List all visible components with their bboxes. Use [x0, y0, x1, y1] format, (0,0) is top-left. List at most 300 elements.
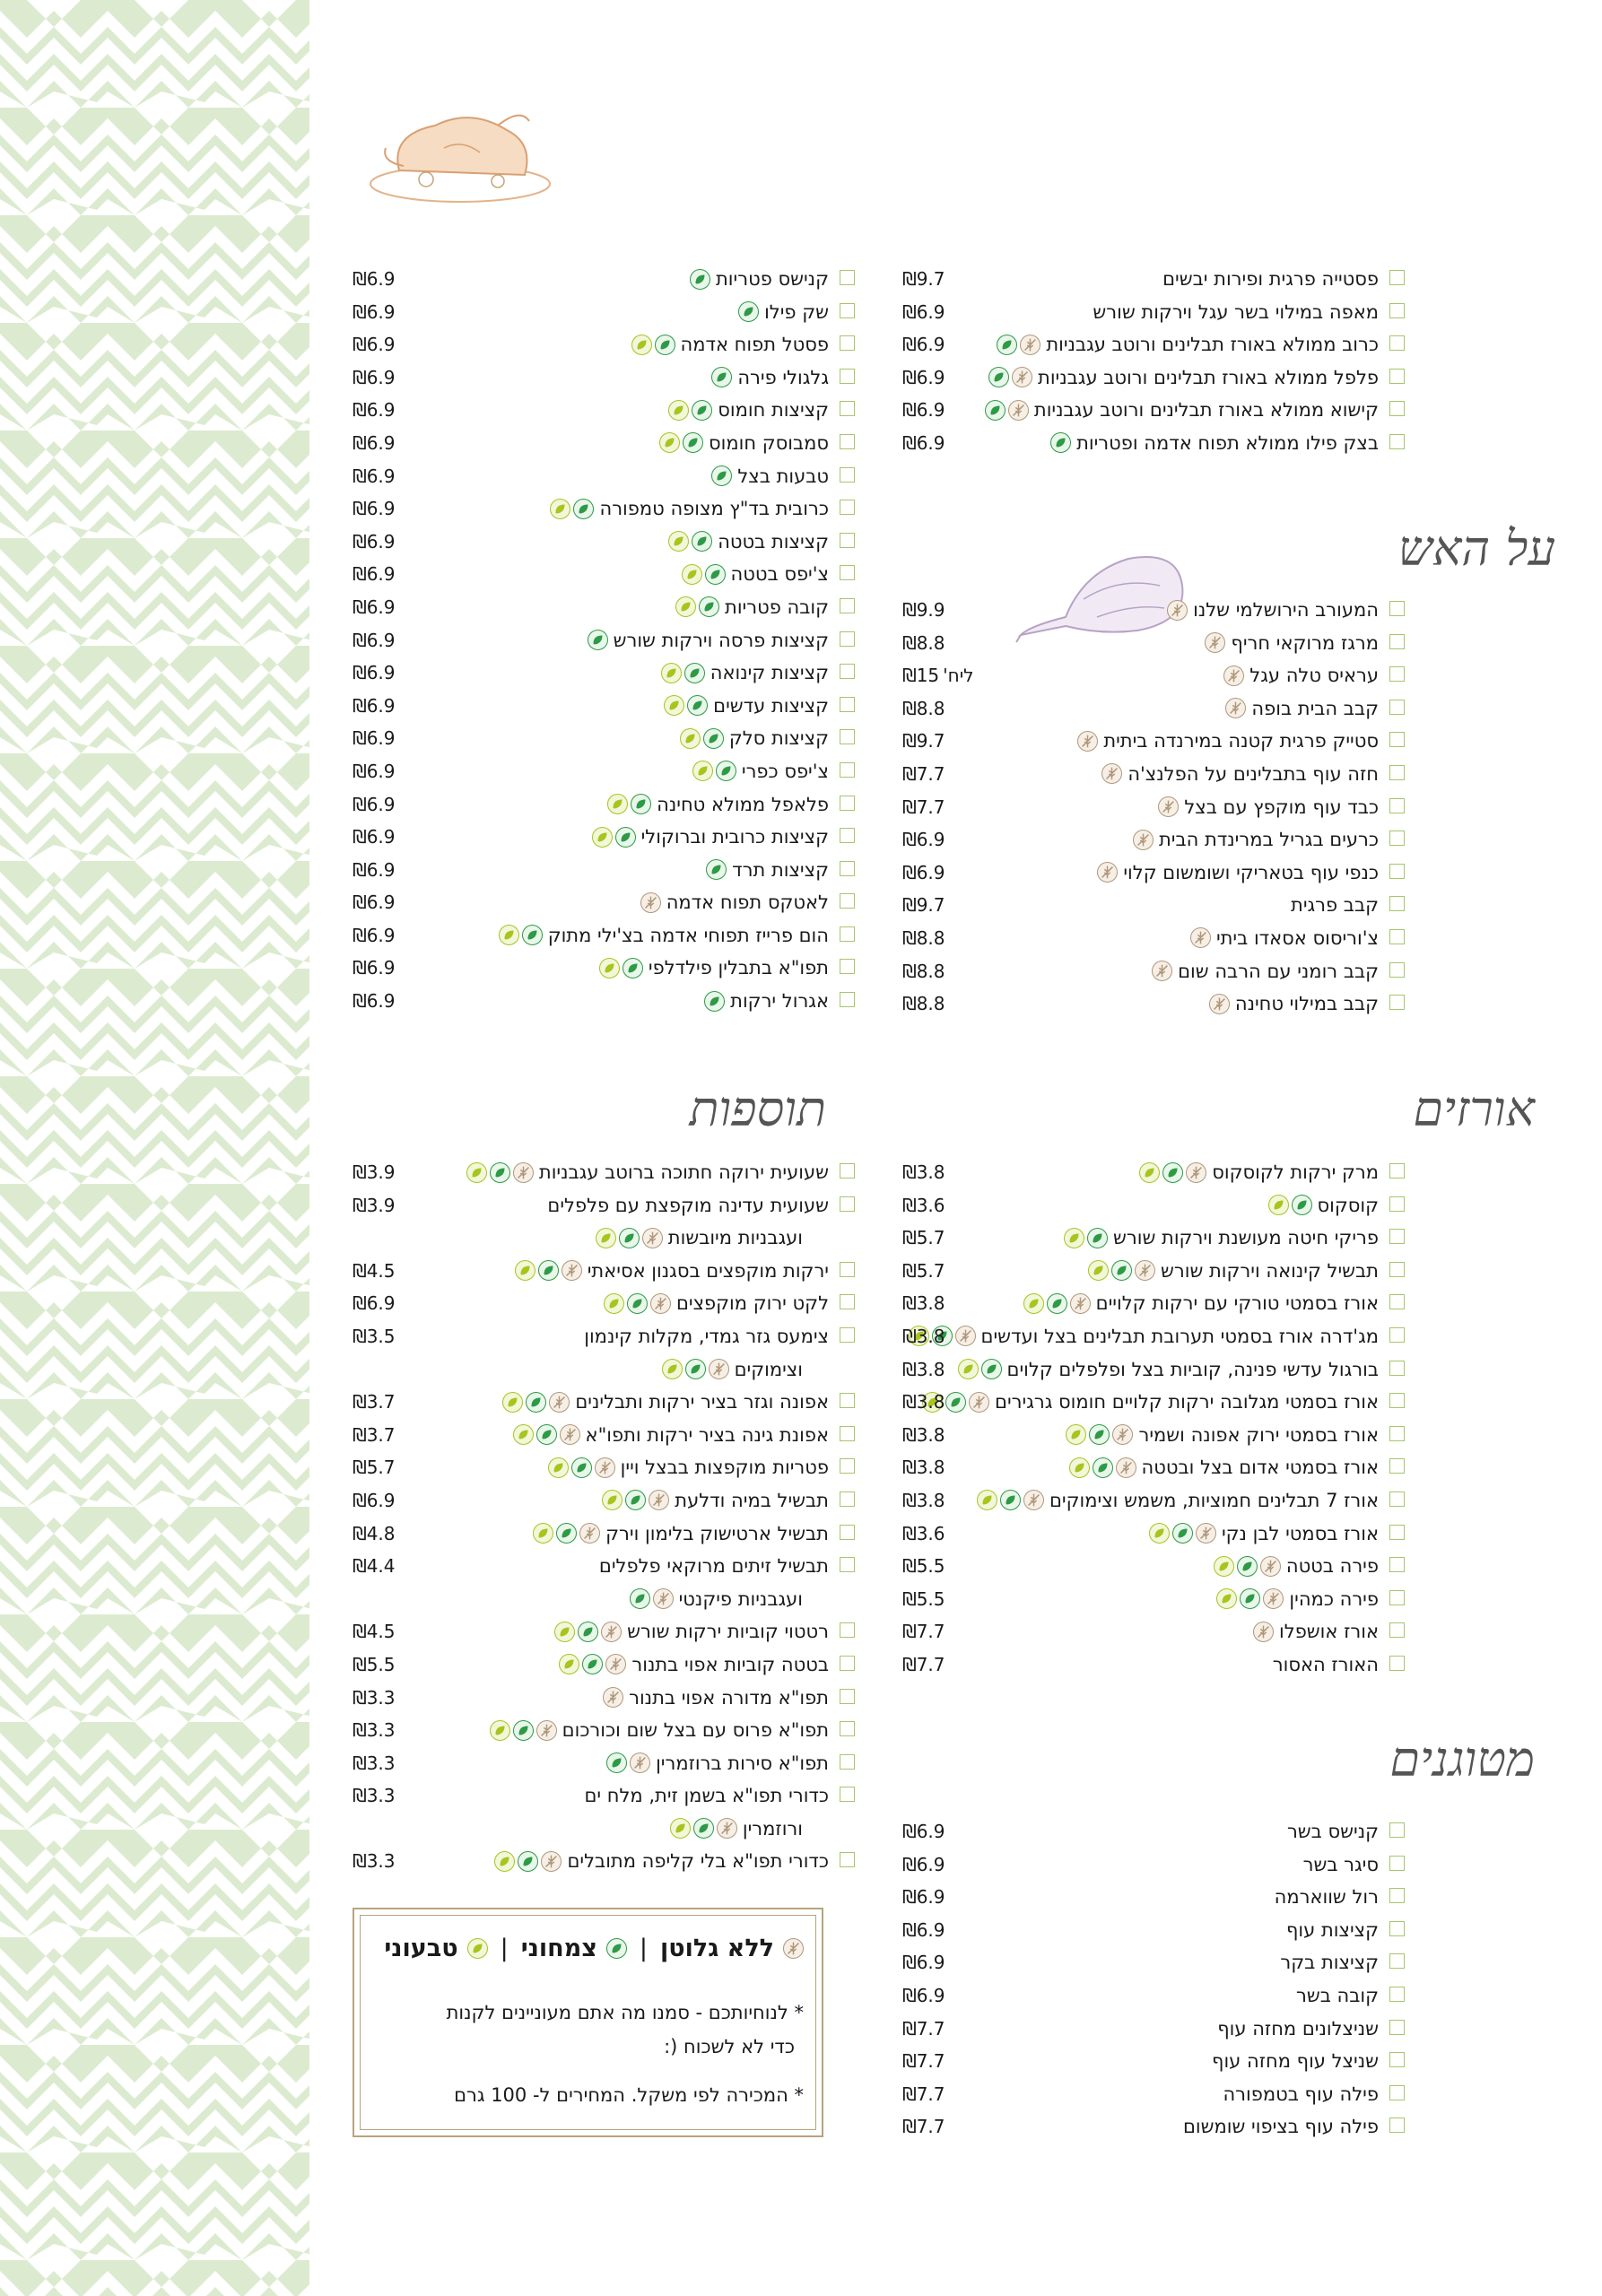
vegetarian-leaf-icon	[630, 1588, 650, 1609]
list-item	[902, 1420, 1405, 1453]
item-price	[902, 1652, 945, 1677]
item-checkbox[interactable]	[1389, 634, 1405, 649]
item-price	[353, 628, 396, 653]
item-checkbox[interactable]	[1389, 1163, 1405, 1178]
gluten-free-icon	[1012, 367, 1032, 387]
gluten-free-icon	[783, 1938, 804, 1959]
list-item	[353, 1518, 855, 1552]
item-price	[902, 2048, 945, 2074]
item-name: אורז בסמטי ירוק אפונה ושמיר	[1138, 1423, 1379, 1446]
diet-icons	[1088, 1260, 1155, 1281]
menu-list-sides	[353, 1157, 855, 1879]
item-name: כרעים בגריל במרינדת הבית	[1158, 829, 1379, 851]
price-value: 3.7	[366, 1423, 396, 1446]
item-checkbox[interactable]	[840, 1163, 855, 1178]
item-checkbox[interactable]	[840, 565, 855, 580]
diet-icons	[559, 1654, 626, 1674]
item-price	[902, 926, 945, 951]
item-name: רטטוי קוביות ירקות שורש	[627, 1621, 829, 1643]
item-checkbox[interactable]	[840, 303, 855, 318]
price-value: 6.9	[916, 1853, 945, 1875]
item-checkbox[interactable]	[1389, 434, 1405, 449]
vegan-leaf-icon	[494, 1851, 515, 1872]
item-name-group	[1217, 2016, 1379, 2041]
item-checkbox[interactable]	[840, 1656, 855, 1671]
list-item	[902, 824, 1405, 857]
item-name: ירקות מוקפצים בסגנון אסיאתי	[587, 1259, 829, 1282]
gluten-free-icon	[1158, 796, 1179, 817]
item-name: קציצות עוף	[1285, 1918, 1379, 1941]
item-price	[353, 988, 396, 1013]
item-checkbox[interactable]	[1389, 1921, 1405, 1936]
item-price	[902, 1291, 945, 1316]
item-checkbox[interactable]	[1389, 401, 1405, 416]
item-name-group	[680, 726, 829, 751]
item-checkbox[interactable]	[1389, 798, 1405, 813]
item-name-group	[997, 332, 1379, 357]
item-checkbox[interactable]	[1389, 1822, 1405, 1838]
item-checkbox[interactable]	[840, 1754, 855, 1770]
currency-symbol: ₪	[902, 366, 917, 388]
vegan-leaf-icon	[1066, 1424, 1086, 1445]
list-item	[353, 952, 855, 986]
item-checkbox[interactable]	[840, 1787, 855, 1802]
item-checkbox[interactable]	[1389, 1262, 1405, 1277]
price-value: 6.9	[366, 1489, 396, 1511]
item-name: קבב פרגית	[1291, 894, 1379, 917]
item-name-group	[668, 397, 829, 422]
item-price	[902, 1587, 945, 1612]
item-name-group	[640, 890, 829, 915]
price-value: 6.9	[366, 300, 396, 323]
gluten-free-icon	[1112, 1424, 1133, 1445]
item-checkbox[interactable]	[840, 893, 855, 909]
currency-symbol: ₪	[353, 1259, 367, 1282]
item-checkbox[interactable]	[1389, 2020, 1405, 2035]
item-checkbox[interactable]	[840, 1327, 855, 1343]
item-checkbox[interactable]	[840, 1721, 855, 1736]
price-value: 5.7	[916, 1259, 945, 1282]
currency-symbol: ₪	[353, 300, 367, 323]
price-value: 3.8	[916, 1325, 945, 1347]
vegetarian-leaf-icon	[985, 400, 1006, 421]
vegetarian-leaf-icon	[1047, 1293, 1067, 1314]
item-checkbox[interactable]	[840, 1852, 855, 1867]
item-checkbox[interactable]	[1389, 1590, 1405, 1605]
vegetarian-leaf-icon	[988, 367, 1009, 387]
vegetarian-leaf-icon	[1089, 1424, 1110, 1445]
currency-symbol: ₪	[902, 861, 917, 883]
list-item	[353, 1321, 855, 1354]
item-name: קבב רומני עם הרבה שום	[1178, 960, 1379, 982]
item-price	[353, 1521, 396, 1546]
item-checkbox[interactable]	[840, 1458, 855, 1474]
item-checkbox[interactable]	[1389, 1557, 1405, 1572]
item-name: קציצות עדשים	[713, 694, 829, 717]
vegan-leaf-icon	[661, 663, 682, 683]
item-checkbox[interactable]	[1389, 2118, 1405, 2133]
item-checkbox[interactable]	[1389, 864, 1405, 879]
item-checkbox[interactable]	[840, 369, 855, 384]
gluten-free-icon	[1070, 1293, 1091, 1314]
currency-symbol: ₪	[353, 1292, 367, 1315]
diet-icons	[603, 1687, 623, 1708]
vegetarian-leaf-icon	[711, 465, 732, 486]
item-name-group	[466, 1160, 829, 1185]
item-name: אפונת גינה בציר ירקות ותפו"א	[585, 1423, 829, 1446]
gluten-free-icon	[1133, 830, 1154, 850]
currency-symbol: ₪	[902, 993, 917, 1015]
vegetarian-leaf-icon	[631, 794, 651, 814]
item-checkbox[interactable]	[1389, 1888, 1405, 1903]
item-checkbox[interactable]	[1389, 700, 1405, 715]
diet-icons	[977, 1490, 1044, 1510]
item-checkbox[interactable]	[840, 992, 855, 1007]
vegetarian-leaf-icon	[1050, 432, 1071, 453]
item-price	[353, 1422, 396, 1448]
list-item	[353, 559, 855, 592]
item-checkbox[interactable]	[1389, 601, 1405, 616]
gluten-free-icon	[649, 1490, 669, 1510]
price-value: 7.7	[916, 796, 945, 818]
list-item	[902, 1190, 1405, 1223]
currency-symbol: ₪	[902, 796, 917, 818]
item-price	[353, 595, 396, 620]
gluten-free-icon	[1263, 1588, 1284, 1609]
vegetarian-leaf-icon	[588, 630, 608, 650]
price-value: 6.9	[366, 694, 396, 717]
item-checkbox[interactable]	[1389, 732, 1405, 747]
vegetarian-leaf-icon	[705, 564, 726, 585]
item-checkbox[interactable]	[840, 926, 855, 942]
list-item	[902, 988, 1405, 1022]
list-item	[902, 1980, 1405, 2013]
item-checkbox[interactable]	[840, 1196, 855, 1212]
item-checkbox[interactable]	[840, 631, 855, 647]
item-checkbox[interactable]	[1389, 1622, 1405, 1638]
diet-icons	[1223, 665, 1244, 686]
item-name: קציצות תרד	[732, 858, 829, 881]
diet-icons	[599, 958, 643, 978]
gluten-free-icon	[1135, 1260, 1155, 1281]
diet-icons	[711, 367, 732, 387]
diet-icons	[997, 335, 1040, 355]
item-name: המעורב הירושלמי שלנו	[1193, 599, 1379, 621]
item-name-group	[499, 923, 829, 948]
vegetarian-leaf-icon	[692, 400, 712, 421]
currency-symbol: ₪	[353, 662, 367, 684]
vegetarian-leaf-icon	[1162, 1162, 1183, 1183]
vegetarian-leaf-icon	[1093, 1457, 1113, 1478]
gluten-free-icon	[650, 1293, 671, 1314]
gluten-free-icon	[536, 1720, 557, 1741]
item-name: לקט ירוק מוקפצים	[675, 1292, 829, 1315]
currency-symbol: ₪	[902, 1391, 917, 1413]
item-name: קנישס בשר	[1286, 1821, 1379, 1842]
vegetarian-leaf-icon	[582, 1654, 603, 1674]
item-checkbox[interactable]	[1389, 1393, 1405, 1408]
item-checkbox[interactable]	[840, 1622, 855, 1638]
price-value: 9.7	[916, 268, 945, 290]
gluten-free-icon	[1152, 961, 1172, 981]
item-checkbox[interactable]	[1389, 1294, 1405, 1309]
diet-icons	[668, 400, 712, 421]
currency-symbol: ₪	[902, 1194, 917, 1216]
price-value: 6.9	[366, 465, 396, 487]
currency-symbol: ₪	[902, 1918, 917, 1941]
item-checkbox[interactable]	[1389, 1987, 1405, 2002]
item-price	[902, 1258, 945, 1283]
vegan-leaf-icon	[515, 1260, 535, 1281]
price-value: 6.9	[916, 399, 945, 422]
item-checkbox[interactable]	[1389, 1426, 1405, 1441]
diet-icons	[1190, 927, 1211, 948]
item-checkbox[interactable]	[840, 270, 855, 285]
item-name: פסטייה פרגית ופירות יבשים	[1162, 268, 1379, 290]
item-checkbox[interactable]	[840, 828, 855, 843]
item-checkbox[interactable]	[1389, 303, 1405, 318]
currency-symbol: ₪	[353, 1391, 367, 1413]
diet-icons	[1158, 796, 1179, 817]
item-name-group	[1209, 991, 1379, 1016]
item-checkbox[interactable]	[1389, 2052, 1405, 2067]
item-checkbox[interactable]	[840, 729, 855, 744]
item-name: תפו"א פרוס עם בצל שום וכורכום	[562, 1719, 829, 1742]
price-value: 3.8	[916, 1358, 945, 1380]
item-checkbox[interactable]	[840, 1689, 855, 1704]
item-name-group	[711, 464, 829, 489]
item-checkbox[interactable]	[840, 467, 855, 483]
vegan-leaf-icon	[692, 761, 713, 781]
item-name: מג'דרה אורז בסמטי תערובת תבלינים בצל ועדשים	[980, 1325, 1379, 1347]
item-checkbox[interactable]	[1389, 2085, 1405, 2100]
item-checkbox[interactable]	[840, 959, 855, 974]
price-value: 3.8	[916, 1457, 945, 1479]
price-unit: ליח'	[943, 665, 974, 687]
item-checkbox[interactable]	[840, 762, 855, 778]
item-checkbox[interactable]	[1389, 962, 1405, 978]
legend-note-checklist: * לנוחיותכם - סמנו מה אתם מעוניינים לקנות	[446, 2002, 804, 2023]
item-checkbox[interactable]	[1389, 896, 1405, 911]
currency-symbol: ₪	[902, 1259, 917, 1282]
item-name: כדורי תפו"א בלי קליפה מתובלים	[567, 1850, 829, 1873]
price-value: 3.3	[366, 1719, 396, 1742]
item-checkbox[interactable]	[840, 1557, 855, 1572]
item-checkbox[interactable]	[840, 598, 855, 613]
item-name: קציצות בטטה	[718, 530, 829, 552]
item-checkbox[interactable]	[1389, 1229, 1405, 1244]
item-checkbox[interactable]	[840, 1492, 855, 1507]
price-value: 6.9	[366, 563, 396, 586]
currency-symbol: ₪	[902, 1227, 917, 1249]
diet-icons	[502, 1392, 570, 1413]
diet-icons	[604, 1293, 671, 1314]
vegetarian-leaf-icon	[606, 1938, 627, 1959]
item-price	[353, 824, 396, 849]
diet-icons	[630, 1588, 674, 1609]
legend-box	[353, 1908, 823, 2137]
item-name: פטריות מוקפצות בבצל ויין	[620, 1457, 829, 1479]
item-name: תפו"א בתבלין פילדלפי	[648, 957, 829, 979]
gluten-free-icon	[1205, 632, 1225, 653]
item-name-group	[711, 365, 829, 390]
item-checkbox[interactable]	[1389, 1458, 1405, 1474]
item-price	[902, 1455, 945, 1480]
item-checkbox[interactable]	[840, 500, 855, 515]
legend-keys	[384, 1935, 804, 1962]
item-name: תבשיל קינואה וירקות שורש	[1161, 1259, 1379, 1282]
item-checkbox[interactable]	[1389, 270, 1405, 285]
gluten-free-icon	[1186, 1162, 1206, 1183]
item-price	[902, 1950, 945, 1975]
currency-symbol: ₪	[902, 2116, 917, 2138]
item-checkbox[interactable]	[1389, 929, 1405, 944]
item-name-group	[599, 1553, 829, 1578]
currency-symbol: ₪	[353, 990, 367, 1013]
list-item	[353, 1616, 855, 1649]
item-checkbox[interactable]	[840, 401, 855, 416]
vegetarian-leaf-icon	[738, 301, 759, 322]
item-name-group	[988, 365, 1379, 390]
item-checkbox[interactable]	[1389, 666, 1405, 682]
list-item	[353, 822, 855, 855]
item-checkbox[interactable]	[1389, 765, 1405, 780]
list-item	[902, 2079, 1405, 2112]
item-checkbox[interactable]	[840, 533, 855, 548]
price-value: 6.9	[366, 858, 396, 881]
currency-symbol: ₪	[902, 665, 917, 687]
item-checkbox[interactable]	[840, 861, 855, 876]
item-checkbox[interactable]	[840, 335, 855, 351]
item-checkbox[interactable]	[840, 664, 855, 679]
list-item	[902, 1584, 1405, 1617]
item-name-group	[1133, 827, 1379, 852]
list-item	[353, 264, 855, 297]
item-checkbox[interactable]	[1389, 1953, 1405, 1969]
list-item	[902, 2013, 1405, 2047]
item-name-group	[1275, 1884, 1379, 1909]
price-value: 6.9	[366, 793, 396, 815]
vegetarian-leaf-icon	[1087, 1228, 1108, 1248]
item-checkbox[interactable]	[1389, 369, 1405, 384]
currency-symbol: ₪	[353, 924, 367, 946]
item-name: קציצות חומוס	[718, 399, 829, 422]
item-checkbox[interactable]	[840, 1393, 855, 1408]
currency-symbol: ₪	[902, 1621, 917, 1643]
diet-icons	[675, 596, 719, 617]
item-name: חזה עוף בתבלינים על הפלנצ'ה	[1127, 762, 1379, 785]
item-name-group	[1296, 1983, 1379, 2008]
item-checkbox[interactable]	[840, 796, 855, 811]
item-price	[353, 365, 396, 390]
currency-symbol: ₪	[902, 1292, 917, 1315]
item-checkbox[interactable]	[1389, 1856, 1405, 1871]
item-price	[353, 529, 396, 554]
diet-icons	[550, 499, 594, 519]
diet-icons	[588, 630, 608, 650]
price-value: 3.7	[366, 1391, 396, 1413]
item-name-group	[502, 1389, 829, 1414]
item-name-group	[1253, 1619, 1379, 1644]
item-name: פירה כמהין	[1289, 1587, 1379, 1610]
currency-symbol: ₪	[353, 1621, 367, 1643]
currency-symbol: ₪	[353, 1686, 367, 1709]
vegan-leaf-icon	[668, 400, 689, 421]
item-checkbox[interactable]	[1389, 1492, 1405, 1507]
gluten-free-icon	[1260, 1556, 1281, 1577]
currency-symbol: ₪	[902, 1653, 917, 1675]
item-name: קובה בשר	[1295, 1984, 1379, 2006]
item-name-group	[1223, 663, 1379, 688]
item-name-group	[1183, 2114, 1379, 2139]
vegan-leaf-icon	[1088, 1260, 1109, 1281]
item-name-group	[588, 628, 829, 653]
legend-separator: |	[500, 1935, 509, 1962]
item-name-group	[554, 1619, 829, 1644]
item-checkbox[interactable]	[1389, 831, 1405, 846]
list-item	[902, 792, 1405, 825]
gluten-free-icon	[969, 1392, 989, 1413]
item-checkbox[interactable]	[840, 1525, 855, 1540]
vegetarian-leaf-icon	[706, 859, 727, 880]
list-item	[353, 526, 855, 560]
item-checkbox[interactable]	[840, 1426, 855, 1441]
price-value: 3.9	[366, 1194, 396, 1216]
currency-symbol: ₪	[902, 1489, 917, 1511]
price-value: 5.5	[916, 1587, 945, 1610]
item-checkbox[interactable]	[1389, 1196, 1405, 1212]
item-name: קציצות סלק	[728, 727, 829, 750]
currency-symbol: ₪	[902, 1952, 917, 1974]
item-checkbox[interactable]	[1389, 1327, 1405, 1343]
item-checkbox[interactable]	[840, 434, 855, 449]
vegetarian-leaf-icon	[1240, 1588, 1260, 1609]
diet-icons	[1152, 961, 1172, 981]
currency-symbol: ₪	[353, 498, 367, 520]
currency-symbol: ₪	[902, 1325, 917, 1347]
item-checkbox[interactable]	[1389, 335, 1405, 351]
list-item	[353, 1256, 855, 1289]
currency-symbol: ₪	[902, 960, 917, 982]
diet-icons	[640, 892, 661, 913]
item-checkbox[interactable]	[1389, 1525, 1405, 1540]
item-checkbox[interactable]	[1389, 995, 1405, 1010]
vegetarian-leaf-icon	[538, 1260, 559, 1281]
gluten-free-icon	[642, 1228, 663, 1248]
item-name-group	[1223, 2082, 1379, 2107]
diet-icons	[664, 695, 708, 716]
diet-icons	[499, 925, 543, 945]
item-checkbox[interactable]	[840, 1262, 855, 1277]
price-value: 6.9	[916, 861, 945, 883]
item-name: תבשיל במיה ודלעת	[675, 1489, 829, 1511]
item-checkbox[interactable]	[1389, 1656, 1405, 1671]
item-name-group	[659, 430, 829, 456]
list-item	[353, 329, 855, 362]
item-price	[353, 1718, 396, 1743]
item-checkbox[interactable]	[1389, 1361, 1405, 1376]
item-checkbox[interactable]	[840, 1294, 855, 1309]
gluten-free-icon	[1225, 698, 1246, 718]
item-price	[902, 1521, 945, 1546]
diet-icons	[670, 1818, 737, 1839]
item-checkbox[interactable]	[840, 697, 855, 712]
price-value: 4.5	[366, 1259, 396, 1282]
diet-icons	[548, 1457, 615, 1478]
price-value: 6.9	[366, 957, 396, 979]
item-name: אורז בסמטי טורקי עם ירקות קלויים	[1095, 1292, 1379, 1315]
item-name: פריקי חיטה מעושנת וירקות שורש	[1113, 1227, 1379, 1249]
